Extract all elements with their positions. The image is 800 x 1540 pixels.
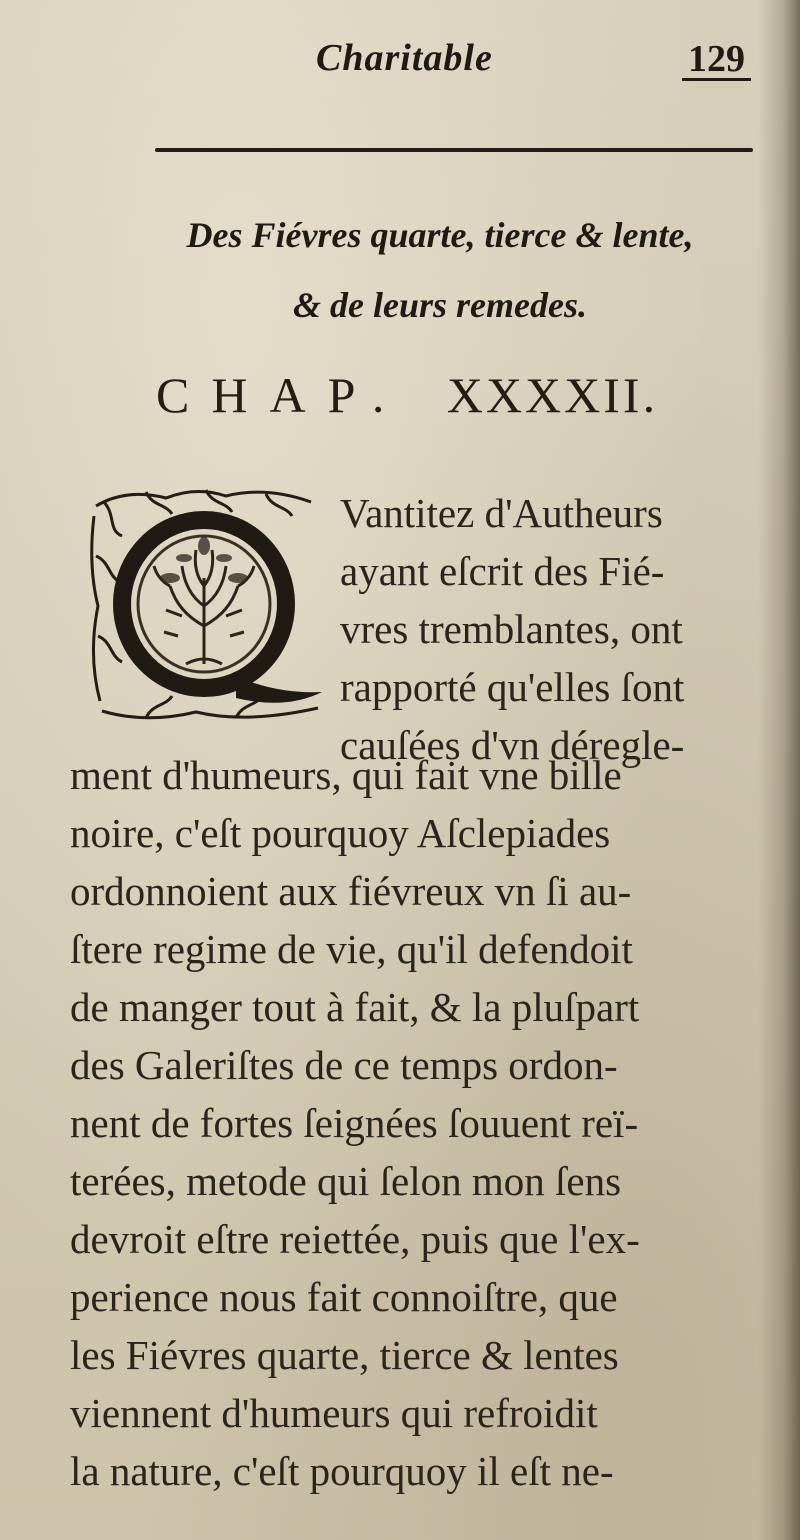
running-head: Charitable	[316, 37, 493, 79]
initial-tree-illustration	[154, 550, 254, 664]
text-line: cauſées d'vn déregle-	[340, 722, 685, 768]
text-line: viennent d'humeurs qui refroidit	[70, 1390, 598, 1436]
text-line: devroit eſtre reiettée, puis que l'ex-	[70, 1216, 640, 1262]
page-number: 129	[682, 40, 751, 81]
paragraph-body	[70, 746, 640, 1500]
chapter-number: XXXXII.	[446, 367, 659, 423]
text-line: ordonnoient aux fiévreux vn ſi au-	[70, 868, 632, 914]
section-title-line-2: & de leurs remedes.	[293, 285, 587, 325]
text-line: rapporté qu'elles ſont	[340, 664, 685, 710]
header-rule	[155, 148, 753, 152]
text-line: terées, metode qui ſelon mon ſens	[70, 1158, 622, 1204]
text-line: vres tremblantes, ont	[340, 606, 683, 652]
section-title	[100, 200, 780, 340]
text-line: Vantitez d'Autheurs	[340, 490, 663, 536]
text-line: des Galeriſtes de ce temps ordon-	[70, 1042, 618, 1088]
text-line: ayant eſcrit des Fié-	[340, 548, 665, 594]
text-line: la nature, c'eſt pourquoy il eſt ne-	[70, 1448, 614, 1494]
text-line: nent de fortes ſeignées ſouuent reï-	[70, 1100, 639, 1146]
decorated-initial-q	[86, 486, 326, 726]
chapter-heading	[156, 366, 658, 424]
text-line: de manger tout à fait, & la pluſpart	[70, 984, 640, 1030]
text-line: noire, c'eſt pourquoy Aſclepiades	[70, 810, 611, 856]
text-line: perience nous fait connoiſtre, que	[70, 1274, 618, 1320]
text-line: les Fiévres quarte, tierce & lentes	[70, 1332, 619, 1378]
paragraph-beside-initial	[340, 484, 684, 774]
chapter-word: CHAP.	[156, 367, 407, 423]
text-line: ſtere regime de vie, qu'il defendoit	[70, 926, 633, 972]
section-title-line-1: Des Fiévres quarte, tierce & lente,	[186, 215, 694, 255]
text-line: ment d'humeurs, qui fait vne bille	[70, 752, 622, 798]
